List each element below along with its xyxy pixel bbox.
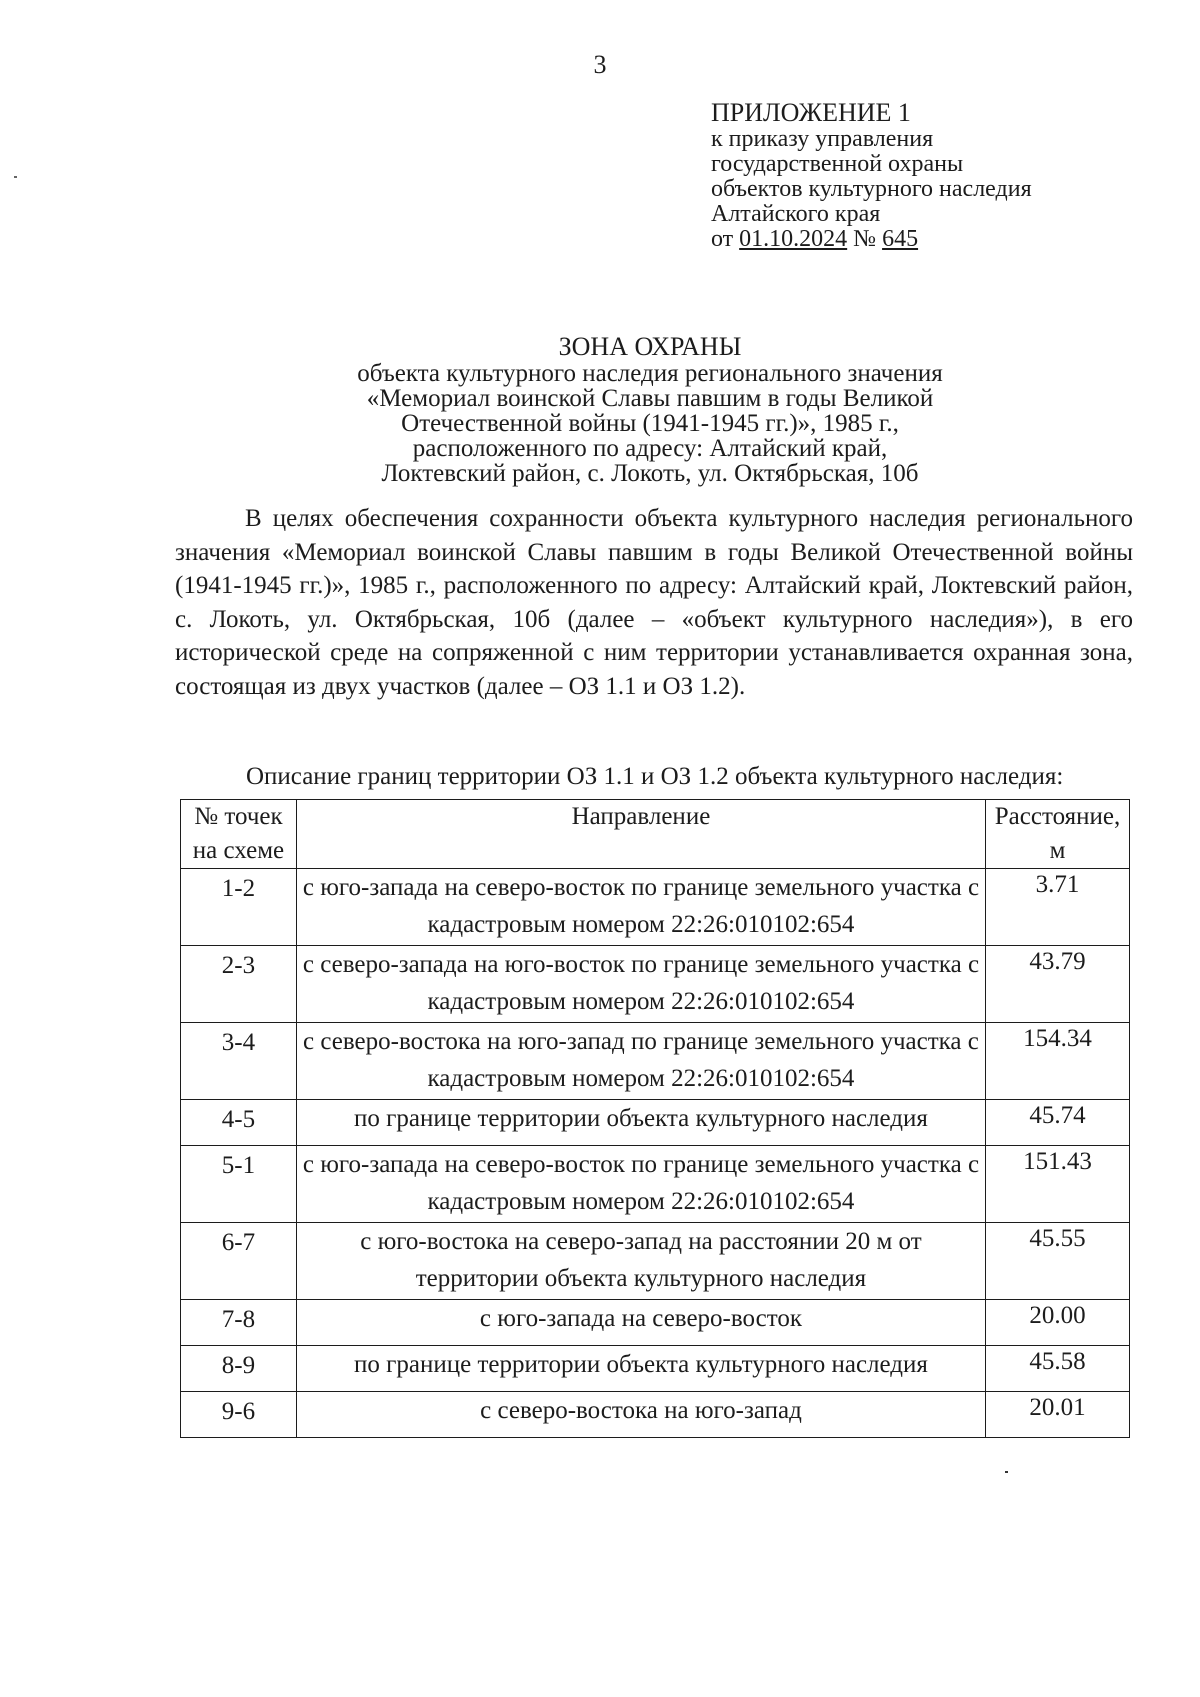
table-header-row	[181, 800, 1130, 869]
cell-points: 8-9	[181, 1346, 297, 1392]
cell-direction: с северо-востока на юго-запад	[296, 1392, 985, 1438]
appendix-order-line	[711, 227, 1032, 252]
header-distance-line: м	[1049, 837, 1066, 864]
heading-line: объекта культурного наследия регионального значения	[357, 360, 943, 387]
cell-points: 9-6	[181, 1392, 297, 1438]
heading-line: расположенного по адресу: Алтайский край,	[412, 435, 888, 462]
table-row	[181, 1146, 1130, 1223]
cell-distance: 20.01	[986, 1392, 1130, 1438]
zone-heading	[250, 332, 1050, 486]
appendix-line: к приказу управления	[711, 126, 934, 152]
scan-speck	[1005, 1471, 1008, 1473]
cell-points: 3-4	[181, 1023, 297, 1100]
header-points-line: на схеме	[192, 837, 285, 864]
header-direction: Направление	[296, 800, 985, 869]
table-row	[181, 1300, 1130, 1346]
table-row	[181, 1023, 1130, 1100]
cell-direction: с юго-запада на северо-восток по границе земельного участка с кадастровым номером 22:26:010102:654	[296, 1146, 985, 1223]
header-distance	[986, 800, 1130, 869]
cell-distance: 151.43	[986, 1146, 1130, 1223]
header-points-line: № точек	[194, 803, 283, 830]
zone-title: ЗОНА ОХРАНЫ	[558, 332, 742, 361]
heading-line: «Мемориал воинской Славы павшим в годы Великой	[366, 385, 934, 412]
cell-points: 2-3	[181, 946, 297, 1023]
table-row	[181, 1100, 1130, 1146]
page-number: 3	[593, 50, 607, 79]
order-date: 01.10.2024	[739, 226, 848, 252]
cell-points: 6-7	[181, 1223, 297, 1300]
header-points	[181, 800, 297, 869]
order-number: 645	[882, 226, 919, 252]
appendix-block	[711, 98, 1032, 252]
body-paragraph: В целях обеспечения сохранности объекта культурного наследия регионального значения «Мемориал воинской Славы павшим в годы Великой Отечественной войны (1941-1945 гг.)», 1985 г., расположенного по адресу: Алтайский край, Локтевский район, с. Локоть, ул. Октябрьская, 10б (далее – «объект культурного наследия»), в его исторической среде на сопряженной с ним территории устанавливается охранная зона, состоящая из двух участков (далее – ОЗ 1.1 и ОЗ 1.2).	[175, 505, 1133, 700]
appendix-line: Алтайского края	[711, 201, 881, 227]
cell-points: 4-5	[181, 1100, 297, 1146]
appendix-line: государственной охраны	[711, 151, 964, 177]
cell-direction: с северо-запада на юго-восток по границе земельного участка с кадастровым номером 22:26:010102:654	[296, 946, 985, 1023]
cell-distance: 45.58	[986, 1346, 1130, 1392]
order-number-prefix: №	[847, 226, 883, 252]
cell-points: 7-8	[181, 1300, 297, 1346]
cell-direction: с юго-запада на северо-восток	[296, 1300, 985, 1346]
table-row	[181, 1346, 1130, 1392]
cell-direction: по границе территории объекта культурного наследия	[296, 1100, 985, 1146]
appendix-title: ПРИЛОЖЕНИЕ 1	[711, 98, 911, 127]
cell-points: 1-2	[181, 869, 297, 946]
table-caption: Описание границ территории ОЗ 1.1 и ОЗ 1.2 объекта культурного наследия:	[246, 763, 1064, 790]
table-row	[181, 1392, 1130, 1438]
cell-distance: 3.71	[986, 869, 1130, 946]
heading-line: Локтевский район, с. Локоть, ул. Октябрьская, 10б	[381, 460, 919, 487]
cell-direction: по границе территории объекта культурного наследия	[296, 1346, 985, 1392]
table-row	[181, 1223, 1130, 1300]
cell-direction: с юго-запада на северо-восток по границе земельного участка с кадастровым номером 22:26:010102:654	[296, 869, 985, 946]
cell-distance: 45.74	[986, 1100, 1130, 1146]
heading-line: Отечественной войны (1941-1945 гг.)», 1985 г.,	[401, 410, 899, 437]
appendix-line: объектов культурного наследия	[711, 176, 1032, 202]
header-distance-line: Расстояние,	[994, 803, 1121, 830]
table-row	[181, 946, 1130, 1023]
cell-distance: 43.79	[986, 946, 1130, 1023]
cell-distance: 154.34	[986, 1023, 1130, 1100]
table-row	[181, 869, 1130, 946]
order-date-prefix: от	[711, 226, 740, 252]
scan-speck	[14, 176, 17, 178]
cell-distance: 20.00	[986, 1300, 1130, 1346]
boundary-table	[180, 799, 1130, 1438]
cell-direction: с северо-востока на юго-запад по границе земельного участка с кадастровым номером 22:26:010102:654	[296, 1023, 985, 1100]
cell-points: 5-1	[181, 1146, 297, 1223]
cell-distance: 45.55	[986, 1223, 1130, 1300]
cell-direction: с юго-востока на северо-запад на расстоянии 20 м от территории объекта культурного наследия	[296, 1223, 985, 1300]
